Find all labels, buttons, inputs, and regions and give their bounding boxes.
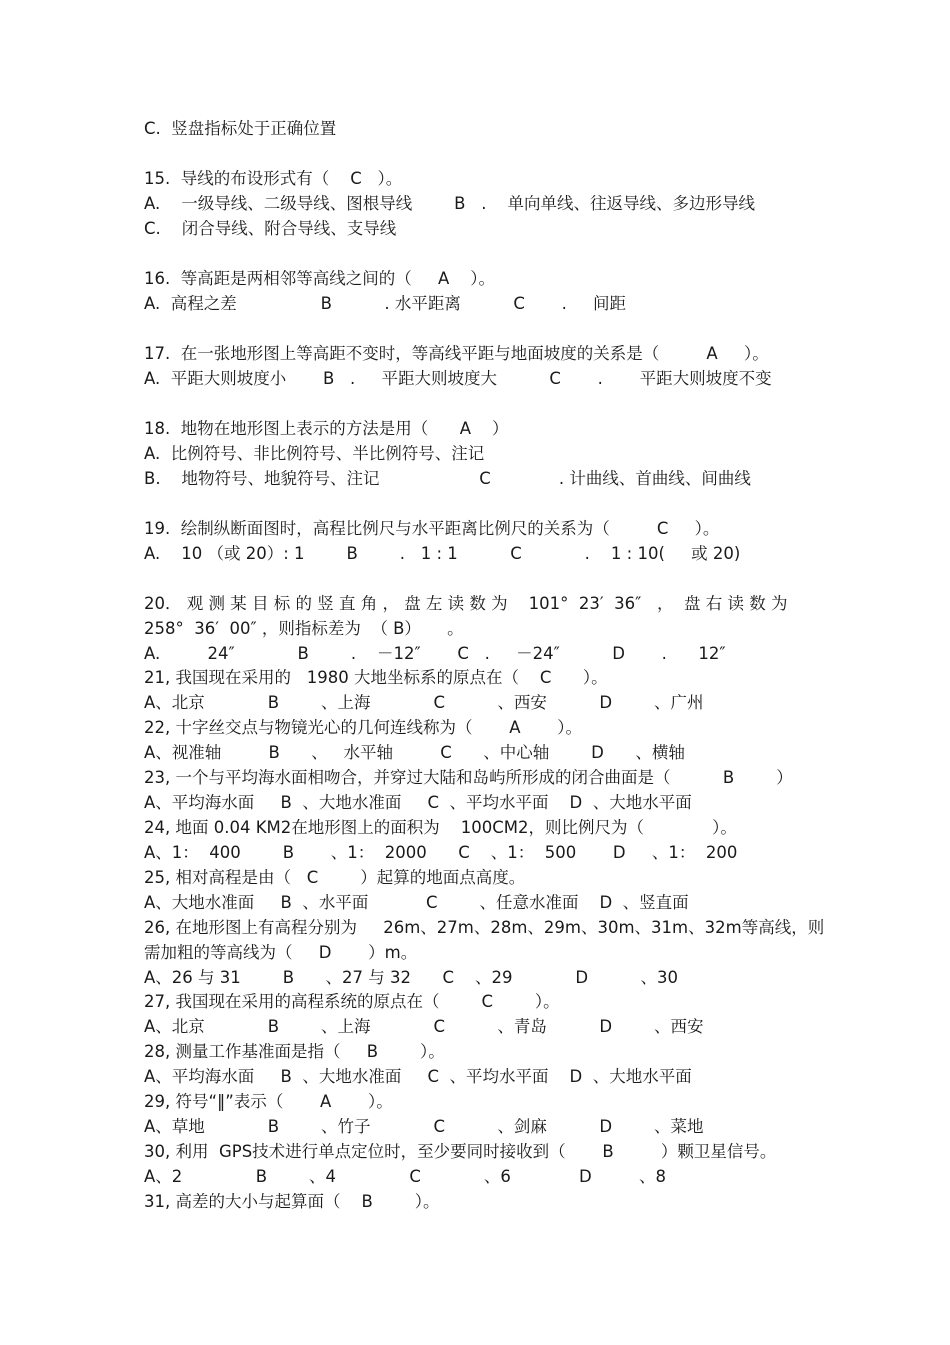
q19-options: A. 10 （或 20）: 1 B . 1 : 1 C . 1 : 10( 或 20) (144, 544, 741, 563)
question-26-cont: 需加粗的等高线为（ D ）m。 (144, 943, 418, 962)
q15-options-ab: A. 一级导线、二级导线、图根导线 B . 单向单线、往返导线、多边形导线 (144, 194, 755, 213)
question-20-cont: 258° 36′ 00″ ，则指标差为 （ B） 。 (144, 619, 464, 638)
q15-option-c: C. 闭合导线、附合导线、支导线 (144, 219, 397, 238)
question-28: 28, 测量工作基准面是指（ B ）。 (144, 1042, 445, 1061)
question-31: 31, 高差的大小与起算面（ B ）。 (144, 1192, 440, 1211)
text-line: C. 竖盘指标处于正确位置 (144, 119, 337, 138)
q29-options: A、草地 B 、竹子 C 、剑麻 D 、菜地 (144, 1117, 704, 1136)
question-26: 26, 在地形图上有高程分别为 26m、27m、28m、29m、30m、31m、32m等高线，则 (144, 918, 825, 937)
question-15: 15. 导线的布设形式有（ C ）。 (144, 169, 403, 188)
q26-options: A、26 与 31 B 、27 与 32 C 、29 D 、30 (144, 968, 679, 987)
question-24: 24, 地面 0.04 KM2在地形图上的面积为 100CM2，则比例尺为（ ）。 (144, 818, 737, 837)
question-25: 25, 相对高程是由（ C ）起算的地面点高度。 (144, 868, 526, 887)
question-19: 19. 绘制纵断面图时，高程比例尺与水平距离比例尺的关系为（ C ）。 (144, 519, 720, 538)
question-27: 27, 我国现在采用的高程系统的原点在（ C ）。 (144, 992, 560, 1011)
question-21: 21, 我国现在采用的 1980 大地坐标系的原点在（ C ）。 (144, 668, 608, 687)
question-17: 17. 在一张地形图上等高距不变时，等高线平距与地面坡度的关系是（ A ）。 (144, 344, 769, 363)
q18-options-bc: B. 地物符号、地貌符号、注记 C . 计曲线、首曲线、间曲线 (144, 469, 751, 488)
q17-options: A. 平距大则坡度小 B . 平距大则坡度大 C . 平距大则坡度不变 (144, 369, 772, 388)
q30-options: A、2 B 、4 C 、6 D 、8 (144, 1167, 666, 1186)
question-23: 23, 一个与平均海水面相吻合，并穿过大陆和岛屿所形成的闭合曲面是（ B ） (144, 768, 793, 787)
question-22: 22, 十字丝交点与物镜光心的几何连线称为（ A ）。 (144, 718, 582, 737)
q16-options: A. 高程之差 B . 水平距离 C . 间距 (144, 294, 627, 313)
q27-options: A、北京 B 、上海 C 、青岛 D 、西安 (144, 1017, 704, 1036)
q25-options: A、大地水准面 B 、水平面 C 、任意水准面 D 、竖直面 (144, 893, 689, 912)
q21-options: A、北京 B 、上海 C 、西安 D 、广州 (144, 693, 704, 712)
q24-options: A、1： 400 B 、1： 2000 C 、1： 500 D 、1： 200 (144, 843, 738, 862)
q20-options: A. 24″ B . －12″ C . －24″ D . 12″ (144, 644, 726, 663)
question-30: 30, 利用 GPS技术进行单点定位时，至少要同时接收到（ B ）颗卫星信号。 (144, 1142, 777, 1161)
question-20: 20． 观 测 某 目 标 的 竖 直 角 ， 盘 左 读 数 为 101° 23′ 36″ ， 盘 右 读 数 为 (144, 594, 788, 613)
question-29: 29, 符号“‖”表示（ A ）。 (144, 1092, 393, 1111)
q18-option-a: A. 比例符号、非比例符号、半比例符号、注记 (144, 444, 485, 463)
q28-options: A、平均海水面 B 、大地水准面 C 、平均水平面 D 、大地水平面 (144, 1067, 692, 1086)
question-18: 18. 地物在地形图上表示的方法是用（ A ） (144, 419, 509, 438)
question-16: 16. 等高距是两相邻等高线之间的（ A ）。 (144, 269, 495, 288)
q23-options: A、平均海水面 B 、大地水准面 C 、平均水平面 D 、大地水平面 (144, 793, 692, 812)
q22-options: A、视准轴 B 、 水平轴 C 、中心轴 D 、横轴 (144, 743, 685, 762)
